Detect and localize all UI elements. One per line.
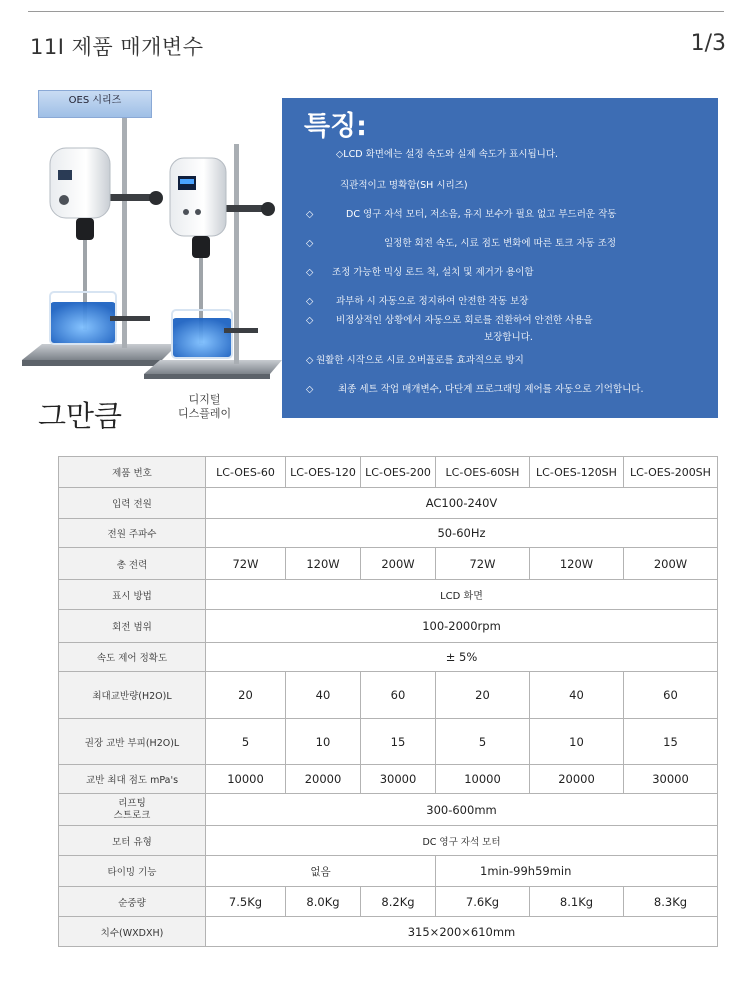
row-value: 8.2Kg [361,887,436,917]
row-value: 7.5Kg [206,887,286,917]
row-value: 8.3Kg [624,887,718,917]
row-value: 200W [361,548,436,580]
row-value: 120W [530,548,624,580]
feature-item-6 [306,293,528,307]
model-cell: LC-OES-120SH [530,457,624,488]
row-label: 회전 범위 [59,610,206,643]
row-value: 10000 [436,765,530,794]
table-row [59,580,718,610]
row-label [59,794,206,826]
row-value: ± 5% [206,643,718,672]
feature-item-8-text: 원활한 시작으로 시료 오버플로를 효과적으로 방지 [316,355,524,366]
row-value: 없음 [206,856,436,887]
table-row [59,794,718,826]
row-value: 20 [206,672,286,719]
table-row [59,519,718,548]
row-value: AC100-240V [206,488,718,519]
top-rule [28,11,724,12]
row-label: 표시 방법 [59,580,206,610]
row-label: 속도 제어 정확도 [59,643,206,672]
table-row [59,917,718,947]
row-value: 5 [206,719,286,765]
table-row [59,719,718,765]
table-row [59,887,718,917]
row-label: 총 전력 [59,548,206,580]
row-value: 50-60Hz [206,519,718,548]
feature-item-4 [306,235,616,249]
table-row [59,610,718,643]
row-label: 입력 전원 [59,488,206,519]
row-value: 30000 [361,765,436,794]
feature-item-1: ◇LCD 화면에는 설정 속도와 실제 속도가 표시됩니다. [336,149,559,160]
row-value: 315×200×610mm [206,917,718,947]
table-row [59,856,718,887]
row-value: 30000 [624,765,718,794]
spec-table [58,456,718,947]
feature-item-8 [306,352,524,366]
feature-item-6-text: 과부하 시 자동으로 정지하여 안전한 작동 보장 [336,296,529,307]
feature-item-9 [306,381,644,395]
row-value: 10 [286,719,361,765]
feature-item-2: 직관적이고 명확함(SH 시리즈) [340,180,468,191]
table-row [59,672,718,719]
table-row [59,765,718,794]
row-value: 200W [624,548,718,580]
model-cell: LC-OES-120 [286,457,361,488]
row-value: 20000 [530,765,624,794]
row-label: 권장 교반 부피(H2O)L [59,719,206,765]
table-row [59,457,718,488]
row-value: 120W [286,548,361,580]
row-value: 72W [206,548,286,580]
row-value: LCD 화면 [206,580,718,610]
feature-item-7 [306,312,593,326]
size-caption: 그만큼 [38,399,123,433]
feature-item-5-text: 조정 가능한 믹싱 로드 척, 설치 및 제거가 용이함 [332,267,534,278]
row-label: 타이밍 기능 [59,856,206,887]
row-value: 20 [436,672,530,719]
row-label-line2: 스트로크 [113,809,151,821]
feature-item-7-text: 비정상적인 상황에서 자동으로 회로를 전환하여 안전한 사용을 [336,315,593,326]
row-value: 40 [286,672,361,719]
row-label: 전원 주파수 [59,519,206,548]
diamond-icon: ◇ [306,209,314,220]
row-value: 72W [436,548,530,580]
feature-item-3-text: DC 영구 자석 모터, 저소음, 유지 보수가 필요 없고 부드러운 작동 [346,209,617,220]
row-value: 40 [530,672,624,719]
row-value: 8.1Kg [530,887,624,917]
features-panel [282,98,718,418]
display-caption-line1: 디지털 [188,393,221,406]
feature-item-4-text: 일정한 회전 속도, 시료 점도 변화에 따른 토크 자동 조정 [384,238,617,249]
row-value: 60 [624,672,718,719]
table-row [59,548,718,580]
row-value: 5 [436,719,530,765]
diamond-icon: ◇ [306,315,314,326]
row-label: 치수(WXDXH) [59,917,206,947]
table-row [59,643,718,672]
features-title: 특징: [304,111,367,142]
row-value: 15 [361,719,436,765]
row-value: 1min-99h59min [436,856,718,887]
row-label: 모터 유형 [59,826,206,856]
model-cell: LC-OES-200SH [624,457,718,488]
model-cell: LC-OES-60 [206,457,286,488]
row-label-line1: 리프팅 [118,797,146,809]
feature-item-7-cont: 보장합니다. [484,332,533,343]
series-tag: OES 시리즈 [38,90,152,118]
row-value: 300-600mm [206,794,718,826]
diamond-icon: ◇ [306,355,314,366]
table-row [59,826,718,856]
page-number: 1/3 [690,31,726,56]
feature-item-9-text: 최종 세트 작업 매개변수, 다단계 프로그래밍 제어를 자동으로 기억합니다. [338,384,644,395]
page-title: 11I 제품 매개변수 [30,35,204,59]
row-value: 20000 [286,765,361,794]
row-value: 7.6Kg [436,887,530,917]
model-cell: LC-OES-60SH [436,457,530,488]
row-value: DC 영구 자석 모터 [206,826,718,856]
row-label: 순중량 [59,887,206,917]
diamond-icon: ◇ [306,267,314,278]
display-caption-line2: 디스플레이 [178,407,232,420]
row-value: 10 [530,719,624,765]
row-value: 60 [361,672,436,719]
diamond-icon: ◇ [306,238,314,249]
model-label: 제품 번호 [59,457,206,488]
product-photo [20,88,282,433]
row-value: 10000 [206,765,286,794]
row-value: 15 [624,719,718,765]
display-caption [178,393,231,421]
stirrer-illustration [20,88,282,388]
table-row [59,488,718,519]
row-label: 최대교반량(H2O)L [59,672,206,719]
row-value: 8.0Kg [286,887,361,917]
diamond-icon: ◇ [306,296,314,307]
feature-item-3 [306,206,616,220]
diamond-icon: ◇ [306,384,314,395]
row-label: 교반 최대 점도 mPa's [59,765,206,794]
feature-item-5 [306,264,534,278]
row-value: 100-2000rpm [206,610,718,643]
model-cell: LC-OES-200 [361,457,436,488]
